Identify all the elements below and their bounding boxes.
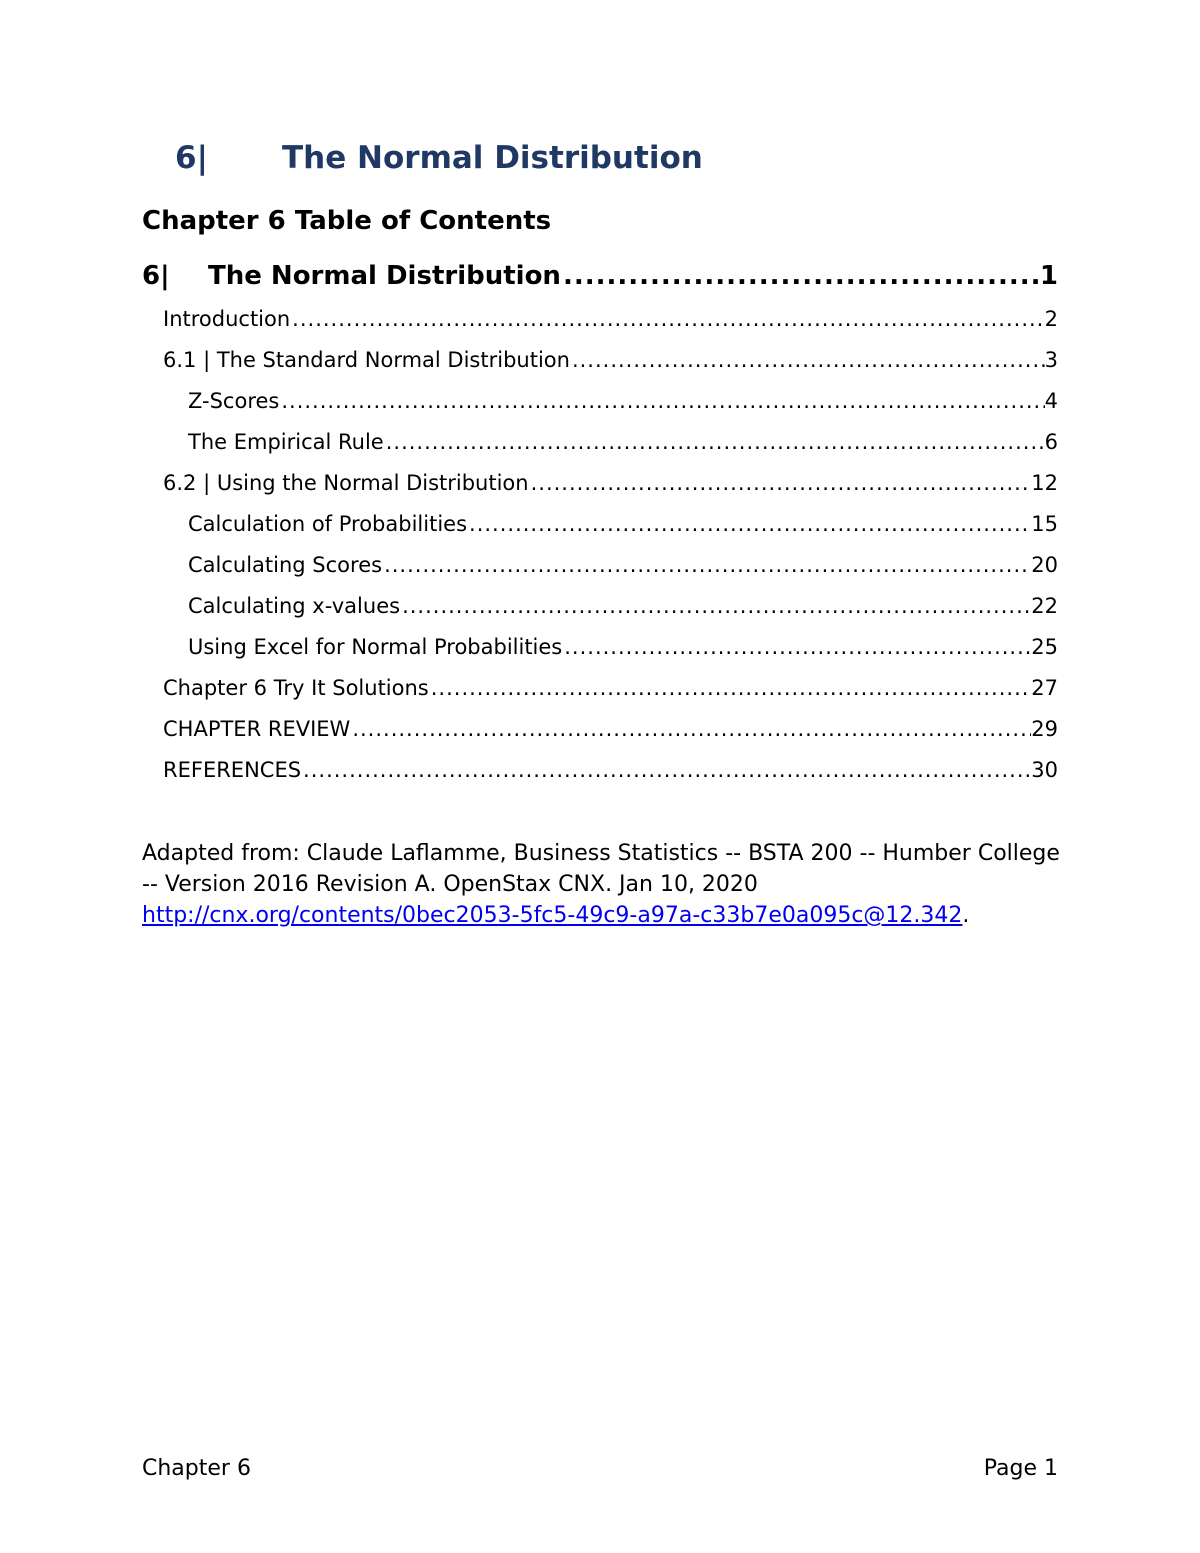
toc-entry-page: 29 [1031, 717, 1058, 741]
toc-entry-label: REFERENCES [163, 758, 302, 782]
toc-entry-label: 6| The Normal Distribution [142, 255, 561, 297]
toc-entry-label: CHAPTER REVIEW [163, 717, 351, 741]
table-of-contents [142, 255, 1058, 791]
toc-entry-page: 3 [1044, 348, 1058, 372]
toc-entry-number: 6| [142, 261, 170, 291]
toc-entry-page: 6 [1044, 430, 1058, 454]
toc-entry-calculating-x-values[interactable] [142, 586, 1058, 627]
toc-entry-label: The Empirical Rule [188, 430, 384, 454]
toc-entry-chapter[interactable] [142, 255, 1058, 297]
toc-leader-dots [467, 504, 1031, 545]
toc-entry-section-6-1[interactable] [142, 340, 1058, 381]
toc-entry-page: 15 [1031, 512, 1058, 536]
toc-entry-introduction[interactable] [142, 299, 1058, 340]
chapter-title: The Normal Distribution [282, 140, 703, 176]
toc-entry-page: 12 [1031, 471, 1058, 495]
toc-title: Chapter 6 Table of Contents [142, 206, 552, 236]
attribution-suffix: . [962, 903, 970, 928]
toc-entry-label: Chapter 6 Try It Solutions [163, 676, 429, 700]
toc-leader-dots [561, 255, 1040, 297]
footer-chapter: Chapter 6 [142, 1456, 251, 1481]
toc-leader-dots [290, 299, 1044, 340]
toc-entry-label: Calculation of Probabilities [188, 512, 468, 536]
toc-entry-label: 6.2 | Using the Normal Distribution [163, 471, 529, 495]
toc-entry-page: 22 [1031, 594, 1058, 618]
attribution-link[interactable]: http://cnx.org/contents/0bec2053-5fc5-49c9-a97a-c33b7e0a095c@12.342 [142, 903, 963, 928]
toc-entry-try-it-solutions[interactable] [142, 668, 1058, 709]
chapter-number: 6| [175, 140, 208, 176]
toc-entry-z-scores[interactable] [142, 381, 1058, 422]
toc-entry-label: Introduction [163, 307, 291, 331]
toc-entry-page: 4 [1044, 389, 1058, 413]
toc-leader-dots [382, 545, 1031, 586]
footer-page-number: Page 1 [983, 1456, 1058, 1481]
toc-leader-dots [350, 709, 1031, 750]
toc-entry-references[interactable] [142, 750, 1058, 791]
toc-leader-dots [301, 750, 1031, 791]
toc-entry-empirical-rule[interactable] [142, 422, 1058, 463]
toc-leader-dots [570, 340, 1045, 381]
toc-entry-excel-normal-probabilities[interactable] [142, 627, 1058, 668]
toc-entry-page: 20 [1031, 553, 1058, 577]
toc-entry-label: Calculating x-values [188, 594, 401, 618]
toc-entry-label: Calculating Scores [188, 553, 383, 577]
toc-entry-calculation-of-probabilities[interactable] [142, 504, 1058, 545]
toc-leader-dots [562, 627, 1031, 668]
toc-entry-label: Using Excel for Normal Probabilities [188, 635, 563, 659]
attribution-paragraph [142, 838, 1072, 931]
toc-entry-chapter-review[interactable] [142, 709, 1058, 750]
toc-entry-calculating-scores[interactable] [142, 545, 1058, 586]
toc-entry-page: 1 [1039, 261, 1058, 291]
toc-leader-dots [279, 381, 1044, 422]
toc-entry-section-6-2[interactable] [142, 463, 1058, 504]
toc-leader-dots [529, 463, 1032, 504]
toc-leader-dots [429, 668, 1032, 709]
chapter-heading [175, 140, 703, 176]
toc-entry-label: 6.1 | The Standard Normal Distribution [163, 348, 570, 372]
toc-entry-page: 27 [1031, 676, 1058, 700]
toc-entry-page: 2 [1044, 307, 1058, 331]
toc-leader-dots [400, 586, 1031, 627]
toc-entry-label: Z-Scores [188, 389, 280, 413]
toc-leader-dots [384, 422, 1045, 463]
toc-entry-page: 25 [1031, 635, 1058, 659]
toc-entry-page: 30 [1031, 758, 1058, 782]
attribution-text: Adapted from: Claude Laflamme, Business Statistics -- BSTA 200 -- Humber College -- Version 2016 Revision A. OpenStax CNX. Jan 10, 2020 [142, 841, 1060, 897]
